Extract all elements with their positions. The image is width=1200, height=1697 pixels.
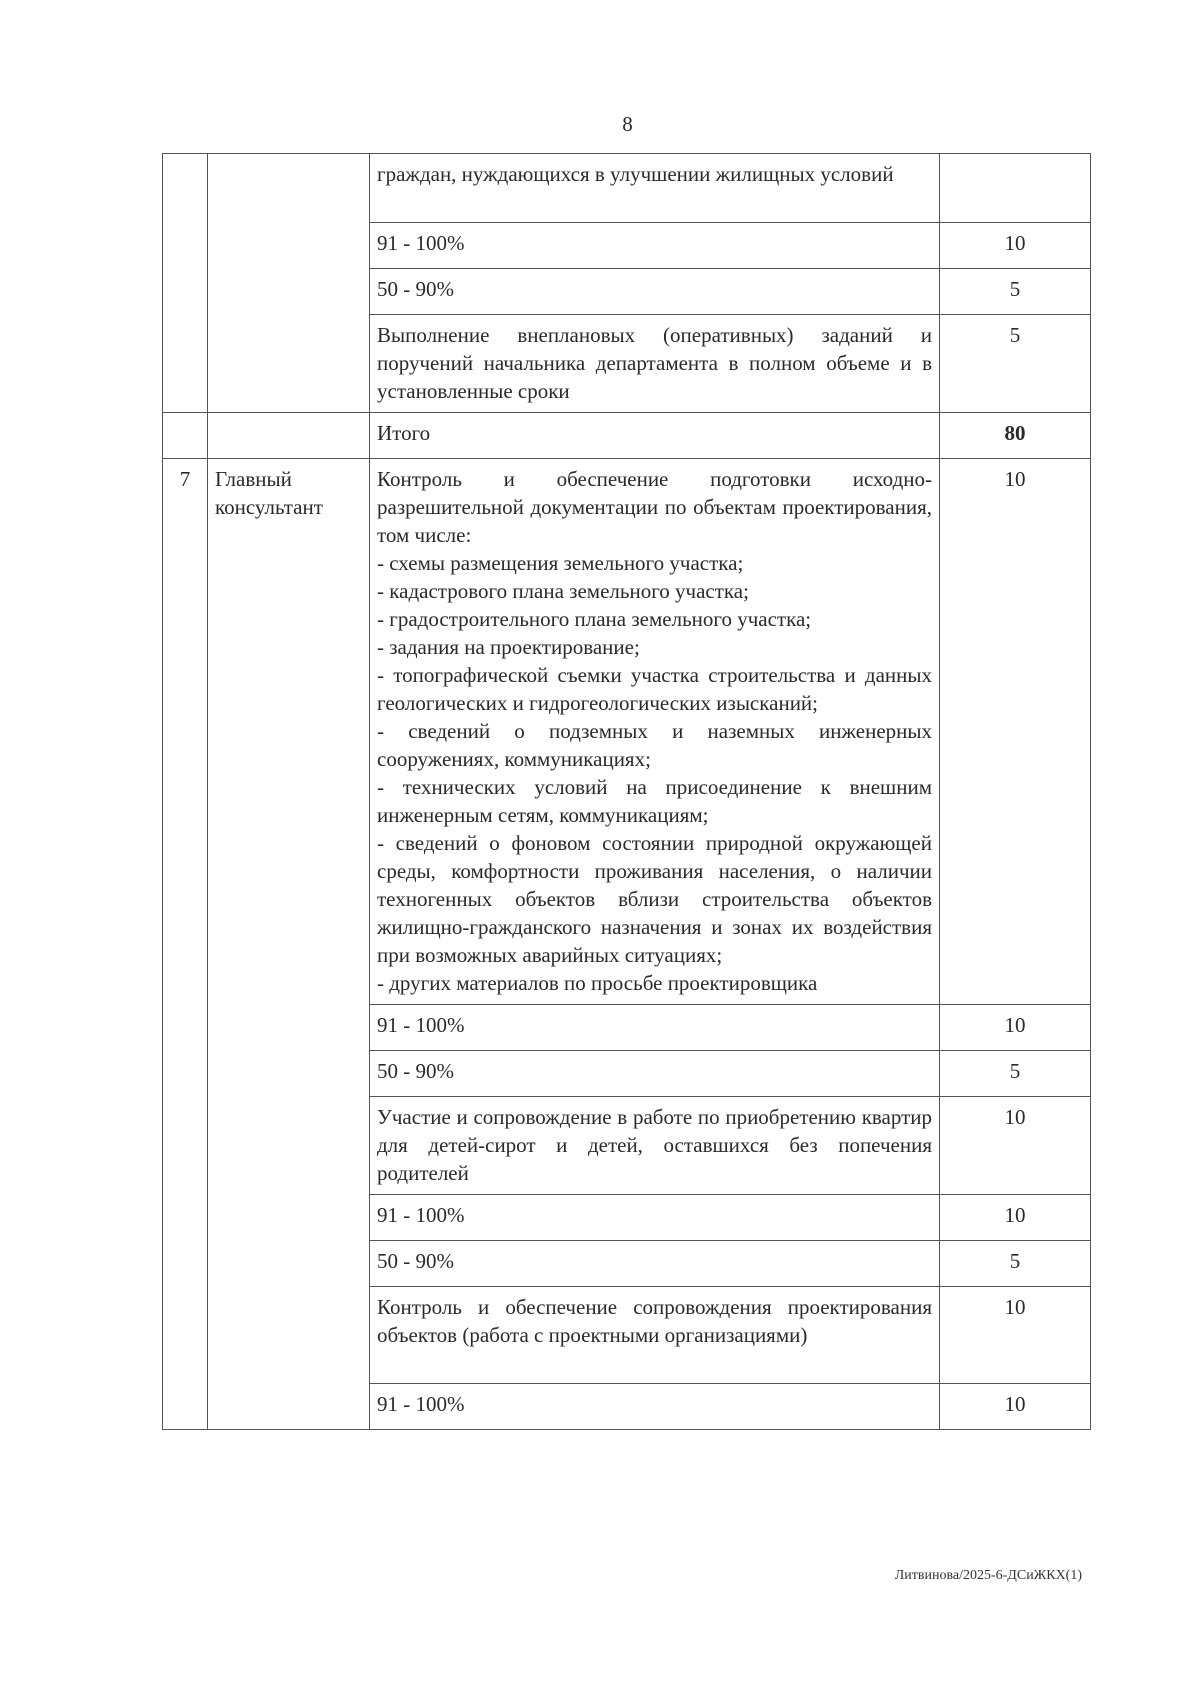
points-cell: 10 [940,1195,1091,1241]
points-cell: 5 [940,1241,1091,1287]
criterion-cell [370,459,940,1005]
points-cell: 5 [940,1051,1091,1097]
points-cell: 10 [940,459,1091,1005]
criterion-cell: Участие и сопровождение в работе по приобретению квартир для детей-сирот и детей, оставшихся без попечения родителей [370,1097,940,1195]
total-label: Итого [370,413,940,459]
total-points: 80 [940,413,1091,459]
criterion-line: - сведений о фоновом состоянии природной окружающей среды, комфортности проживания населения, о наличии техногенных объектов вблизи строительства объектов жилищно-гражданского назначения и зонах их воздействия при возможных аварийных ситуациях; [377,831,932,967]
points-cell: 10 [940,1097,1091,1195]
table-row [163,459,1091,1005]
criterion-line: - кадастрового плана земельного участка; [377,579,749,603]
criterion-cell: 91 - 100% [370,1005,940,1051]
points-cell: 10 [940,223,1091,269]
criterion-line: Контроль и обеспечение подготовки исходно-разрешительной документации по объектам проектирования, том числе: [377,467,932,547]
criterion-line: - схемы размещения земельного участка; [377,551,744,575]
criteria-table [162,153,1091,1430]
row-number-cell [163,413,208,459]
position-cell [208,154,370,413]
points-cell: 5 [940,269,1091,315]
criterion-cell: Контроль и обеспечение сопровождения проектирования объектов (работа с проектными организациями) [370,1287,940,1384]
table-row [163,154,1091,223]
points-cell: 10 [940,1384,1091,1430]
points-cell: 5 [940,315,1091,413]
criterion-line: - технических условий на присоединение к внешним инженерным сетям, коммуникациям; [377,775,932,827]
row-number-cell: 7 [163,459,208,1430]
criterion-cell: Выполнение внеплановых (оперативных) заданий и поручений начальника департамента в полном объеме и в установленные сроки [370,315,940,413]
criterion-cell: 50 - 90% [370,1051,940,1097]
position-cell: Главный консультант [208,459,370,1430]
criterion-cell: 91 - 100% [370,1384,940,1430]
points-cell [940,154,1091,223]
criterion-cell: 91 - 100% [370,1195,940,1241]
position-cell [208,413,370,459]
criterion-cell: 50 - 90% [370,1241,940,1287]
points-cell: 10 [940,1005,1091,1051]
criterion-line: - других материалов по просьбе проектировщика [377,971,818,995]
criterion-line: - задания на проектирование; [377,635,640,659]
criterion-cell: 50 - 90% [370,269,940,315]
page-number: 8 [622,112,633,136]
criterion-line: - градостроительного плана земельного участка; [377,607,812,631]
document-reference: Литвинова/2025-6-ДСиЖКХ(1) [894,1568,1082,1583]
criterion-cell: граждан, нуждающихся в улучшении жилищных условий [370,154,940,223]
total-row [163,413,1091,459]
criterion-line: - сведений о подземных и наземных инженерных сооружениях, коммуникациях; [377,719,932,771]
row-number-cell [163,154,208,413]
criterion-line: - топографической съемки участка строительства и данных геологических и гидрогеологических изысканий; [377,663,932,715]
criterion-cell: 91 - 100% [370,223,940,269]
points-cell: 10 [940,1287,1091,1384]
